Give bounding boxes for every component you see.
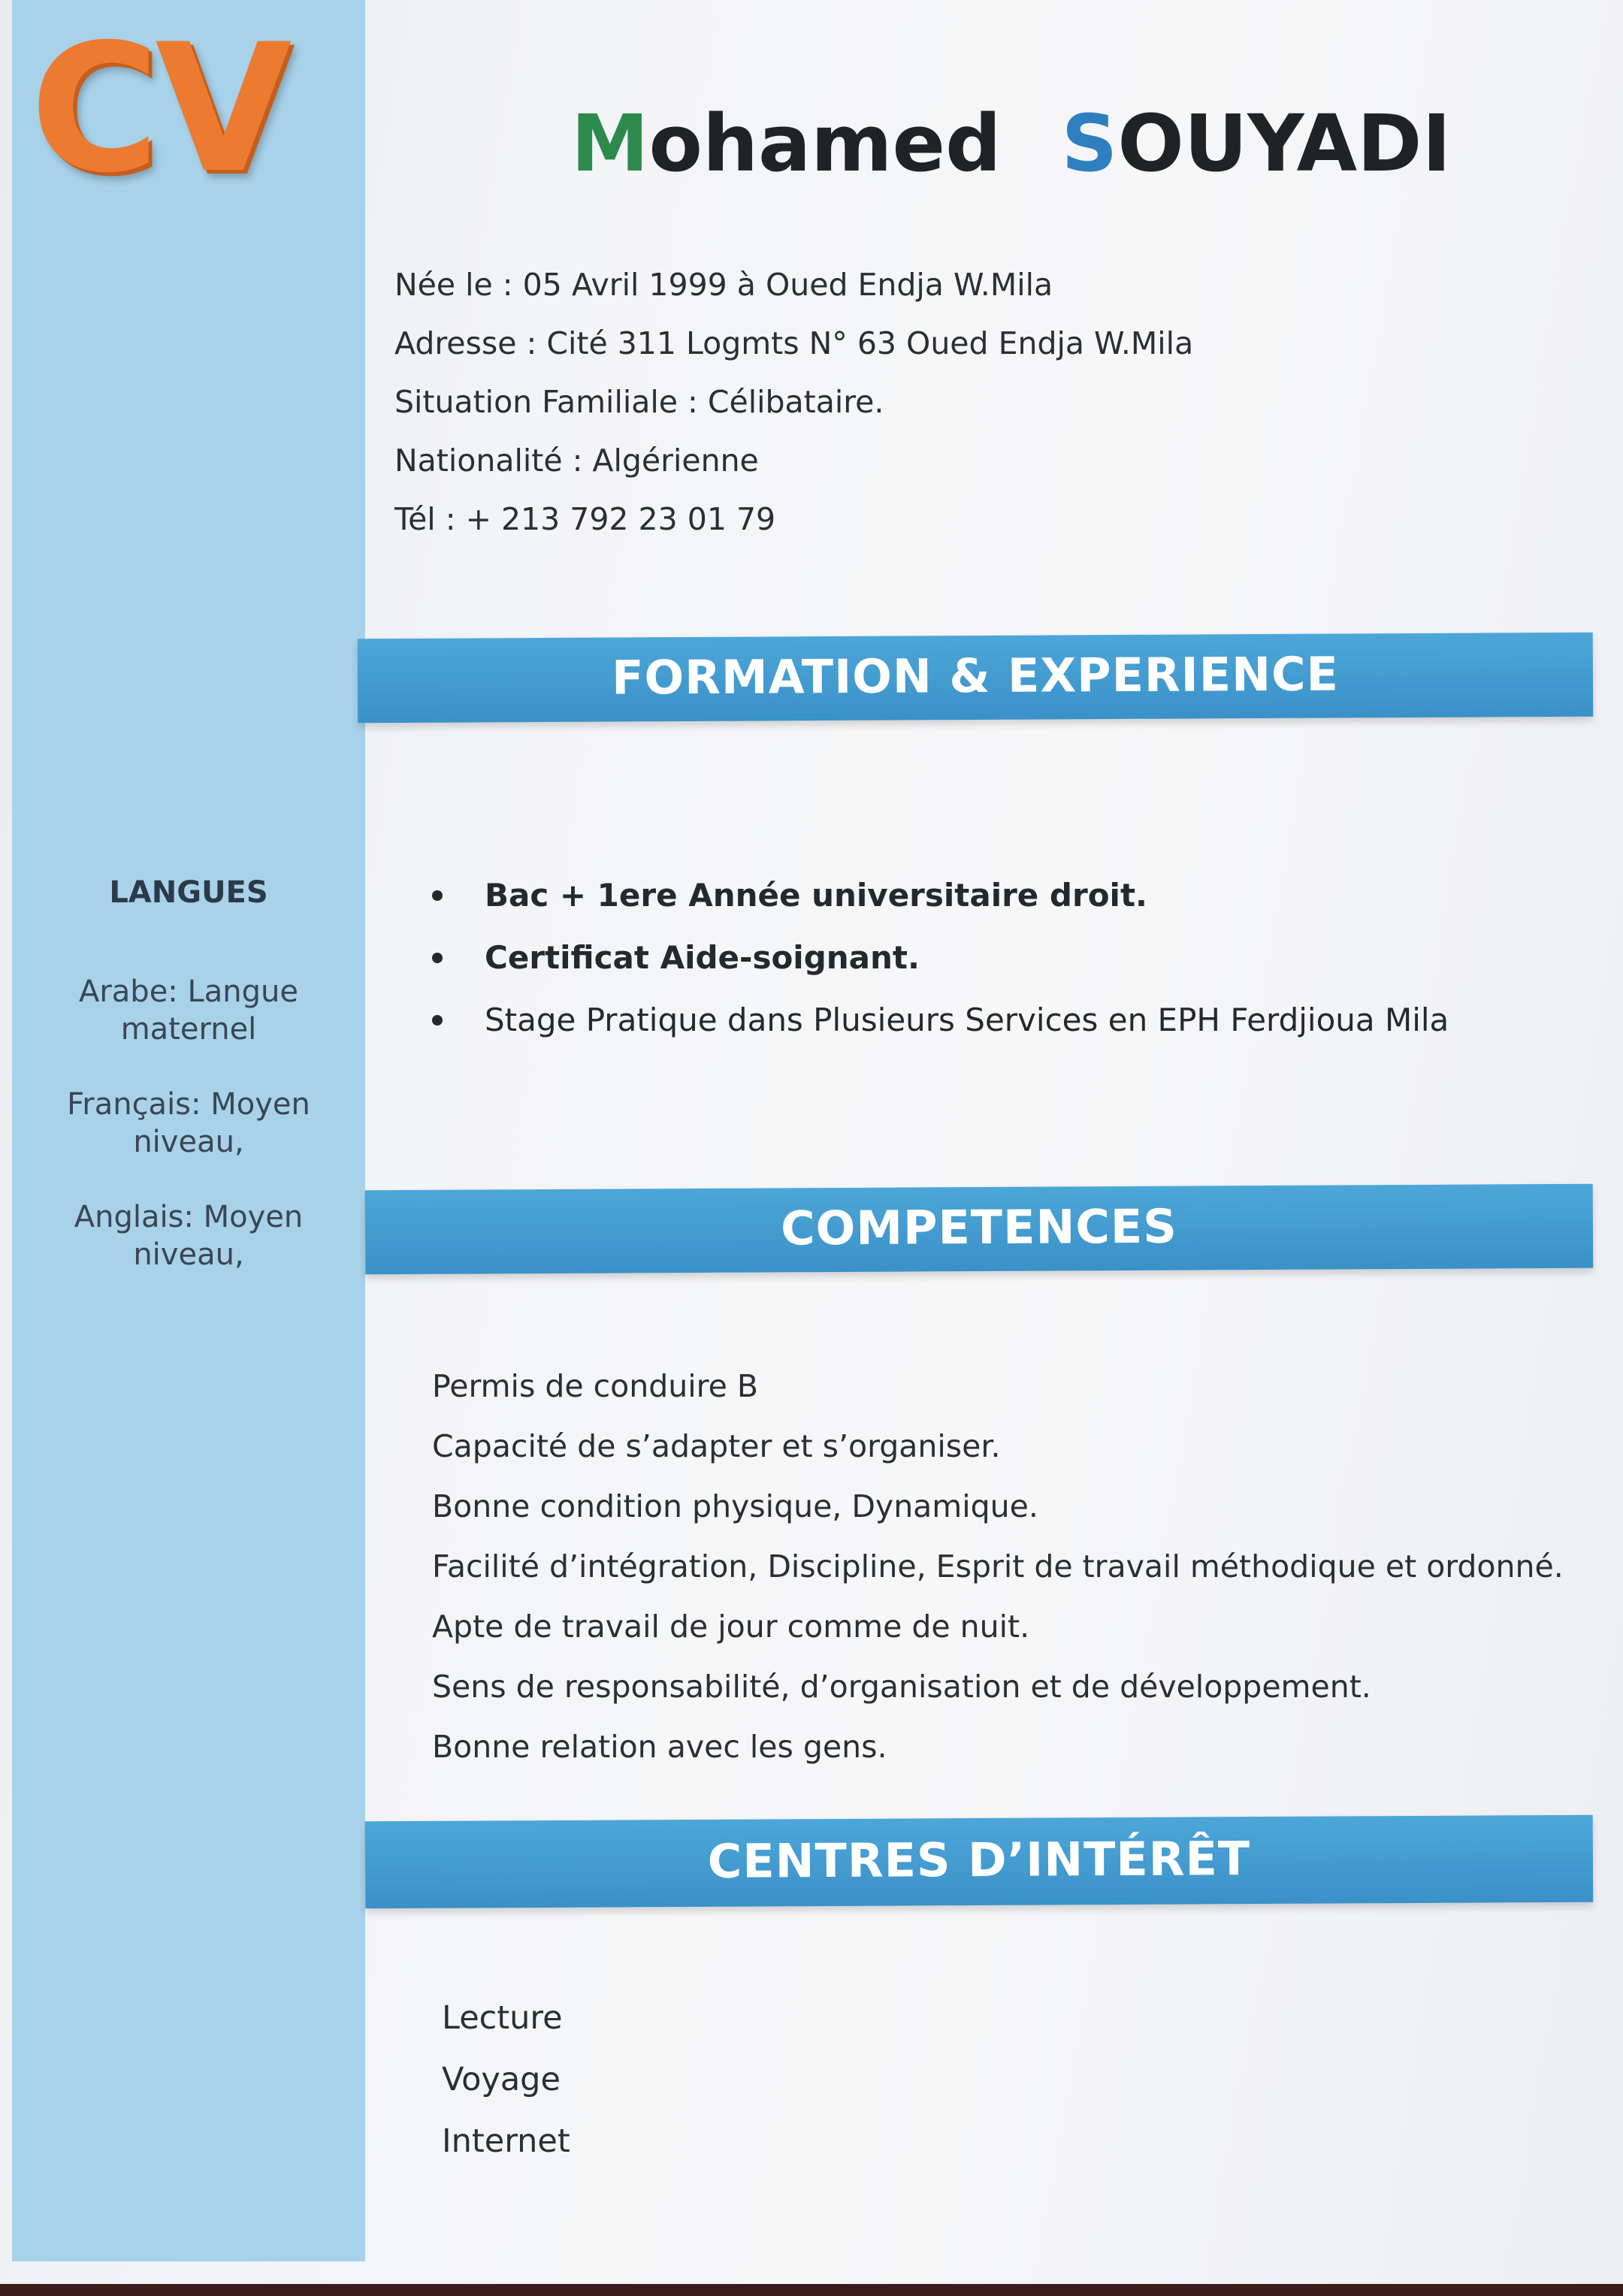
last-name-initial: S	[1061, 98, 1118, 189]
last-name-rest: OUYADI	[1117, 98, 1452, 189]
competence-item: Capacité de s’adapter et s’organiser.	[432, 1428, 1001, 1464]
formation-item-text: Bac + 1ere Année universitaire droit.	[485, 877, 1147, 914]
language-arabic-line2: maternel	[120, 1012, 257, 1047]
bullet-icon	[432, 1015, 443, 1026]
first-name-initial: M	[571, 98, 649, 189]
competences-list	[432, 1356, 1564, 1777]
formation-item	[432, 989, 1449, 1051]
info-birth: Née le : 05 Avril 1999 à Oued Endja W.Mila	[394, 267, 1053, 303]
interest-item: Voyage	[442, 2061, 561, 2098]
info-nationality: Nationalité : Algérienne	[394, 443, 759, 479]
languages-title: LANGUES	[109, 875, 268, 910]
competence-item: Permis de conduire B	[432, 1368, 758, 1404]
language-english-line2: niveau,	[133, 1237, 244, 1272]
personal-info	[394, 255, 1193, 548]
formation-item	[432, 926, 1449, 989]
interest-item: Lecture	[442, 1999, 563, 2037]
language-french-line1: Français: Moyen	[67, 1087, 310, 1122]
formation-list	[432, 864, 1449, 1051]
info-address: Adresse : Cité 311 Logmts N° 63 Oued Endja W.Mila	[394, 325, 1194, 361]
competence-item: Bonne condition physique, Dynamique.	[432, 1488, 1038, 1524]
formation-item	[432, 864, 1449, 926]
section-title-competences: COMPETENCES	[780, 1198, 1178, 1256]
first-name-rest: ohamed	[648, 98, 1002, 189]
interest-item: Internet	[442, 2122, 570, 2160]
section-title-interets: CENTRES D’INTÉRÊT	[707, 1831, 1251, 1889]
language-arabic	[12, 973, 365, 1048]
language-english	[12, 1198, 365, 1273]
bullet-icon	[432, 890, 443, 901]
language-french	[12, 1086, 365, 1161]
language-french-line2: niveau,	[133, 1125, 244, 1159]
info-family-status: Situation Familiale : Célibataire.	[394, 384, 884, 420]
competence-item: Sens de responsabilité, d’organisation et de développement.	[432, 1669, 1371, 1705]
formation-item-text: Certificat Aide-soignant.	[485, 939, 920, 976]
competence-item: Bonne relation avec les gens.	[432, 1729, 887, 1765]
language-english-line1: Anglais: Moyen	[74, 1200, 304, 1234]
bullet-icon	[432, 953, 443, 963]
competence-item: Facilité d’intégration, Discipline, Esprit de travail méthodique et ordonné.	[432, 1548, 1564, 1585]
section-banner-formation	[358, 633, 1594, 724]
candidate-name	[571, 98, 1451, 189]
language-arabic-line1: Arabe: Langue	[78, 974, 298, 1009]
formation-item-text: Stage Pratique dans Plusieurs Services en EPH Ferdjioua Mila	[485, 1001, 1449, 1038]
section-banner-interets	[365, 1815, 1594, 1909]
section-title-formation: FORMATION & EXPERIENCE	[611, 646, 1340, 705]
cv-logo: CV	[30, 7, 288, 212]
info-phone: Tél : + 213 792 23 01 79	[394, 501, 776, 537]
competence-item: Apte de travail de jour comme de nuit.	[432, 1609, 1030, 1645]
interests-list	[442, 1987, 570, 2172]
section-banner-competences	[365, 1184, 1594, 1275]
